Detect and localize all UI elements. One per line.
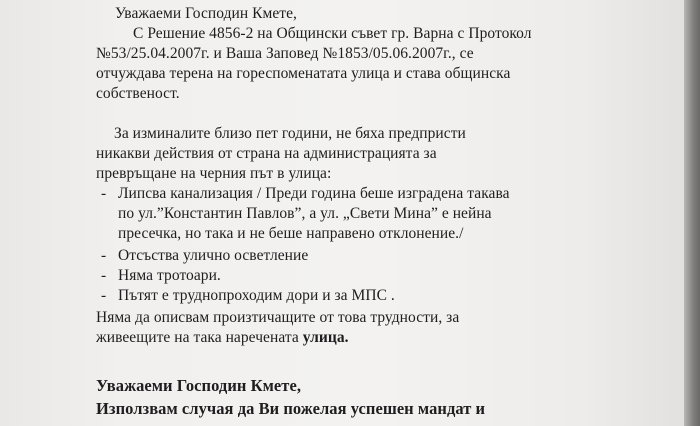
paragraph3-line2: [96, 328, 349, 347]
salutation: Уважаеми Господин Кмете,: [115, 5, 297, 22]
bullet-dash-4: -: [101, 287, 107, 304]
bullet3: Няма тротоари.: [118, 267, 221, 284]
paragraph3-line1: Няма да описвам произтичащите от това трудности, за: [96, 309, 460, 326]
bullet-dash-1: -: [101, 185, 107, 202]
paragraph3-line2-text: живеещите на така наречената: [96, 329, 303, 346]
paper-shadow-edge: [684, 0, 700, 426]
paragraph1-line4: собственост.: [96, 85, 180, 102]
bullet4: Пътят е труднопроходим дори и за МПС .: [118, 287, 395, 304]
paragraph1-line2: №53/25.04.2007г. и Ваша Заповед №1853/05.06.2007г., се: [96, 45, 474, 62]
paragraph3-bold-word: улица.: [302, 329, 349, 346]
closing-salutation: Уважаеми Господин Кмете,: [96, 376, 301, 395]
paragraph1-line3: отчуждава терена на гореспоменатата улица и става общинска: [96, 65, 511, 82]
closing-line: Използвам случая да Ви пожелая успешен мандат и: [96, 399, 486, 418]
bullet2: Отсъства улично осветление: [118, 247, 309, 264]
paragraph2-line3: превръщане на черния път в улица:: [96, 165, 332, 182]
paragraph2-line2: никакви действия от страна на администрацията за: [96, 145, 437, 162]
paragraph2-line1: За изминалите близо пет години, не бяха предпристи: [114, 125, 466, 142]
bullet-dash-3: -: [101, 267, 107, 284]
paragraph1-line1: С Решение 4856-2 на Общински съвет гр. Варна с Протокол: [133, 25, 532, 42]
bullet-dash-2: -: [101, 247, 107, 264]
bullet1-line1: Липсва канализация / Преди година беше изградена такава: [118, 185, 510, 202]
bullet1-line2: по ул.”Константин Павлов”, а ул. „Свети Мина” е нейна: [118, 205, 492, 222]
bullet1-line3: пресечка, но така и не беше направено отклонение./: [118, 225, 464, 242]
